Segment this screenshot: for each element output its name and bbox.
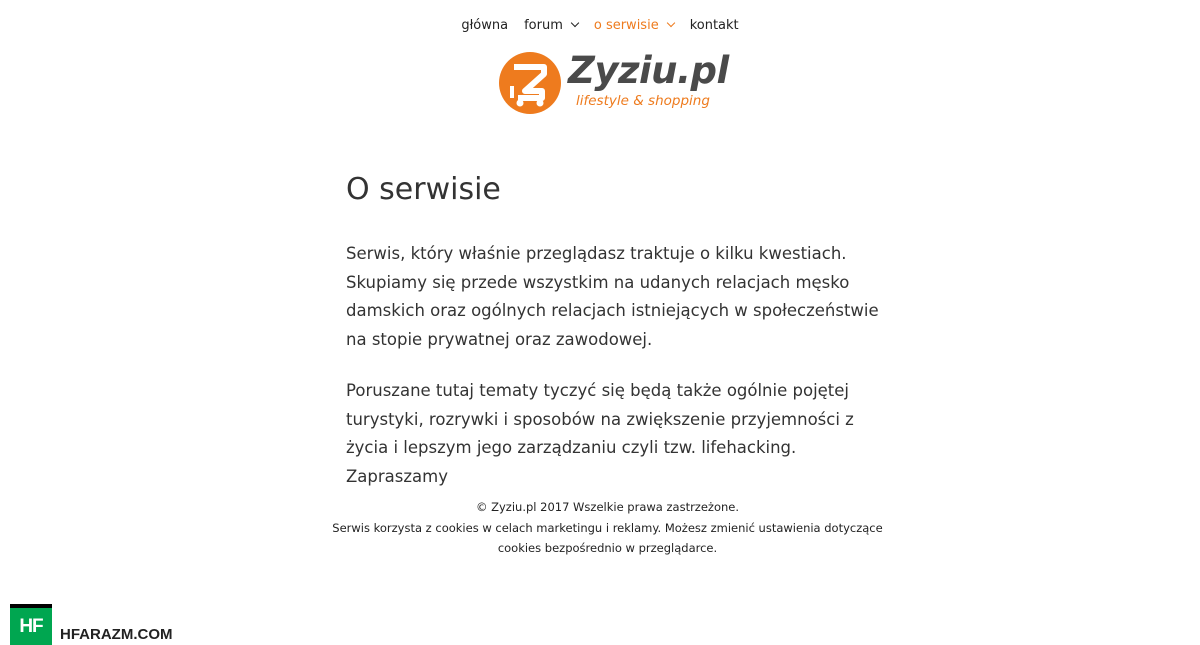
- nav-item-forum[interactable]: [524, 15, 578, 35]
- shopping-cart-z-icon: [498, 50, 562, 116]
- nav-item-glowna[interactable]: [461, 15, 508, 35]
- hf-logo-badge: HF: [10, 604, 52, 645]
- main-navigation: [0, 15, 1200, 35]
- footer: [330, 497, 885, 559]
- logo-tagline: lifestyle & shopping: [576, 93, 710, 109]
- paragraph: Serwis, który właśnie przeglądasz traktuje o kilku kwestiach. Skupiamy się przede wszystkim na udanych relacjach męsko damskich oraz ogólnych relacjach istniejących w społeczeństwie na stopie prywatnej oraz zawodowej.: [346, 244, 879, 350]
- chevron-down-icon: [666, 19, 674, 27]
- watermark-text: HFARAZM.COM: [60, 626, 173, 643]
- nav-item-kontakt[interactable]: [690, 15, 739, 35]
- copyright-text: © Zyziu.pl 2017 Wszelkie prawa zastrzeżone.: [475, 500, 740, 514]
- paragraph: Poruszane tutaj tematy tyczyć się będą także ogólnie pojętej turystyki, rozrywki i sposobów na zwiększenie przyjemności z życia i lepszym jego zarządzaniu czyli tzw. lifehacking. Zapraszamy: [346, 381, 854, 487]
- watermark: [10, 604, 173, 645]
- nav-item-label: forum: [524, 17, 563, 33]
- nav-item-label: główna: [461, 17, 509, 33]
- nav-item-label: kontakt: [689, 17, 739, 33]
- logo-name: Zyziu.pl: [568, 49, 729, 92]
- nav-item-label: o serwisie: [593, 17, 659, 33]
- cookies-notice: Serwis korzysta z cookies w celach marketingu i reklamy. Możesz zmienić ustawienia dotyczące cookies bezpośrednio w przeglądarce.: [332, 520, 883, 555]
- nav-item-o-serwisie[interactable]: [594, 15, 674, 35]
- site-logo[interactable]: [498, 49, 729, 116]
- chevron-down-icon: [571, 19, 579, 27]
- page-title: O serwisie: [346, 172, 501, 207]
